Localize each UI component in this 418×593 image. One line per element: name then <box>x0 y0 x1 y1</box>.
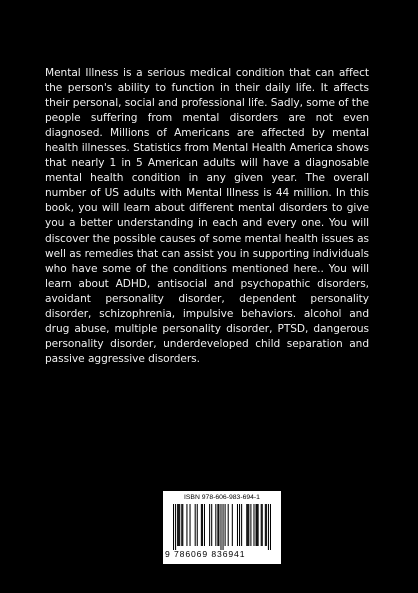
barcode-bar <box>228 504 229 546</box>
barcode-digits: 9 786069 836941 <box>165 549 246 559</box>
barcode-bar <box>266 504 267 546</box>
barcode-bar <box>177 504 178 546</box>
barcode-bar <box>179 504 180 546</box>
barcode-bar <box>246 504 247 546</box>
barcode-bar <box>209 504 210 546</box>
barcode-bar <box>248 504 249 546</box>
barcode-bars <box>173 504 271 550</box>
back-cover-description: Mental Illness is a serious medical condition that can affect the person's ability to function in their daily life. It affects their personal, social and professional life. Sadly, some of the people suffering from mental disorders are not even diagnosed. Millions of Americans are affected by mental health illnesses. Statistics from Mental Health America shows that nearly 1 in 5 American adults will have a diagnosable mental health condition in any given year. The overall number of US adults with Mental Illness is 44 million. In this book, you will learn about different mental disorders to give you a better understanding in each and every one. You will discover the possible causes of some mental health issues as well as remedies that can assist you in supporting individuals who have some of the conditions mentioned here.. You will learn about ADHD, antisocial and psychopathic disorders, avoidant personality disorder, dependent personality disorder, schizophrenia, impulsive behaviors. alcohol and drug abuse, multiple personality disorder, PTSD, dangerous personality disorder, underdeveloped child separation and passive aggressive disorders. <box>45 67 369 365</box>
barcode-bar <box>175 504 176 550</box>
barcode-bar <box>239 504 240 546</box>
barcode-bar <box>265 504 266 546</box>
barcode-bar <box>232 504 233 546</box>
barcode-bar <box>197 504 198 546</box>
barcode-bar <box>247 504 248 546</box>
barcode-bar <box>268 504 269 550</box>
barcode-bar <box>215 504 216 546</box>
barcode-bar <box>250 504 251 546</box>
isbn-barcode <box>163 491 281 564</box>
barcode-bar <box>201 504 202 546</box>
barcode-bar <box>261 504 262 546</box>
barcode-bar <box>262 504 263 546</box>
barcode-bar <box>270 504 271 550</box>
barcode-bar <box>217 504 218 546</box>
barcode-bar <box>173 504 174 550</box>
barcode-bar <box>211 504 212 546</box>
barcode-bar <box>186 504 187 546</box>
barcode-bar <box>241 504 242 546</box>
barcode-bar <box>237 504 238 546</box>
barcode-bar <box>256 504 257 546</box>
barcode-bar <box>220 504 221 550</box>
barcode-bar <box>181 504 182 546</box>
barcode-bar <box>253 504 254 546</box>
barcode-bar <box>258 504 259 546</box>
barcode-bar <box>190 504 191 546</box>
barcode-bar <box>178 504 179 546</box>
barcode-bar <box>195 504 196 546</box>
barcode-bar <box>204 504 205 546</box>
barcode-bar <box>225 504 226 546</box>
barcode-bar <box>257 504 258 546</box>
isbn-label: ISBN 978-606-983-694-1 <box>184 494 260 501</box>
barcode-bar <box>218 504 219 546</box>
barcode-bar <box>223 504 224 550</box>
barcode-bar <box>182 504 183 546</box>
barcode-bar <box>202 504 203 546</box>
